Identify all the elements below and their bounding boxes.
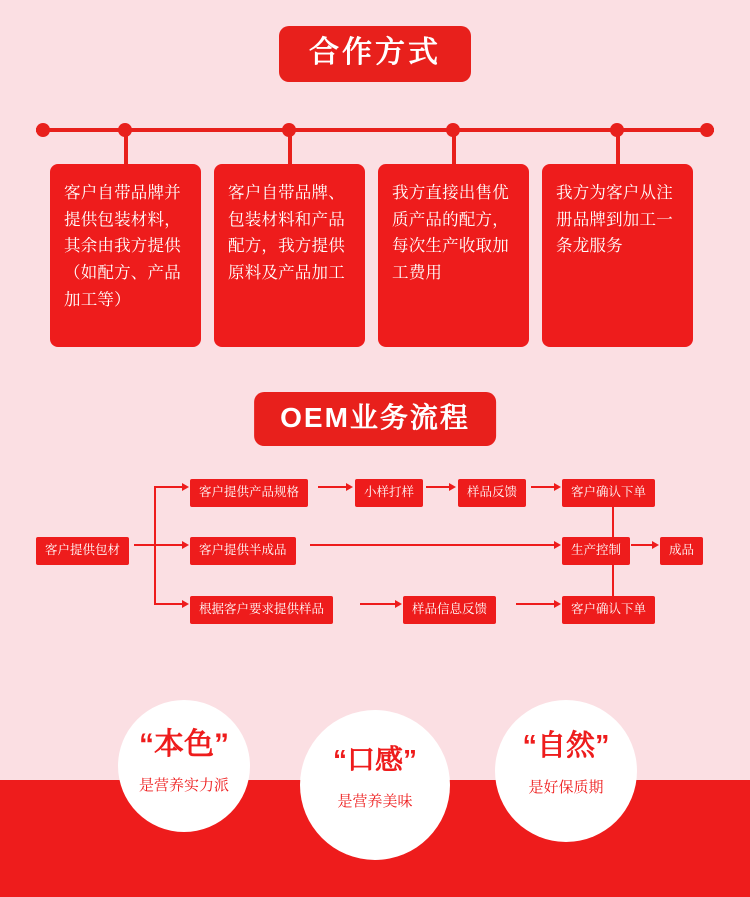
flow-line xyxy=(612,560,614,596)
slogan-subtitle: 是营养美味 xyxy=(337,793,413,810)
flow-arrow xyxy=(554,600,561,608)
card-stem xyxy=(616,128,620,164)
flow-arrow xyxy=(554,483,561,491)
flow-arrow xyxy=(652,541,659,549)
cooperation-card: 客户自带品牌并提供包装材料，其余由我方提供（如配方、产品加工等） xyxy=(50,164,201,347)
cooperation-section xyxy=(0,0,750,380)
flow-arrow xyxy=(554,541,561,549)
process-flowchart xyxy=(0,468,750,658)
rail-dot xyxy=(700,123,714,137)
cooperation-card: 我方直接出售优质产品的配方，每次生产收取加工费用 xyxy=(378,164,529,347)
flow-node-row2-1: 客户提供半成品 xyxy=(190,537,296,565)
slogan-circle-2 xyxy=(300,710,450,860)
rail-dot xyxy=(36,123,50,137)
flow-node-row3-2: 样品信息反馈 xyxy=(403,596,496,624)
flow-arrow xyxy=(182,600,189,608)
flow-arrow xyxy=(449,483,456,491)
slogan-title: “自然” xyxy=(522,730,610,762)
flow-node-row3-3: 客户确认下单 xyxy=(562,596,655,624)
slogan-circle-3 xyxy=(495,700,637,842)
flow-node-row2-3: 成品 xyxy=(660,537,703,565)
timeline-rail xyxy=(36,128,714,132)
section-title-oem: OEM业务流程 xyxy=(254,392,496,446)
flow-arrow xyxy=(182,541,189,549)
flow-arrow xyxy=(182,483,189,491)
flow-arrow xyxy=(346,483,353,491)
flow-node-start: 客户提供包材 xyxy=(36,537,129,565)
slogan-circle-1 xyxy=(118,700,250,832)
flow-line xyxy=(631,544,653,546)
card-stem xyxy=(452,128,456,164)
flow-node-row1-1: 客户提供产品规格 xyxy=(190,479,308,507)
cooperation-card: 客户自带品牌、包装材料和产品配方，我方提供原料及产品加工 xyxy=(214,164,365,347)
card-stem xyxy=(124,128,128,164)
flow-line xyxy=(516,603,555,605)
flow-line xyxy=(426,486,450,488)
cooperation-card-list xyxy=(50,164,700,347)
slogan-title: “口感” xyxy=(332,744,417,775)
flow-line xyxy=(134,544,156,546)
oem-process-section xyxy=(0,380,750,675)
card-stem xyxy=(288,128,292,164)
flow-line xyxy=(612,500,614,537)
slogan-title: “本色” xyxy=(139,728,229,761)
flow-line xyxy=(318,486,347,488)
flow-node-row2-2: 生产控制 xyxy=(562,537,630,565)
flow-line xyxy=(154,486,183,488)
flow-line xyxy=(310,544,555,546)
flow-node-row1-4: 客户确认下单 xyxy=(562,479,655,507)
flow-node-row3-1: 根据客户要求提供样品 xyxy=(190,596,333,624)
cooperation-card: 我方为客户从注册品牌到加工一条龙服务 xyxy=(542,164,693,347)
flow-node-row1-2: 小样打样 xyxy=(355,479,423,507)
slogan-subtitle: 是好保质期 xyxy=(528,779,604,796)
slogan-subtitle: 是营养实力派 xyxy=(138,777,229,794)
flow-line xyxy=(154,544,183,546)
flow-node-row1-3: 样品反馈 xyxy=(458,479,526,507)
section-title-cooperation: 合作方式 xyxy=(279,26,471,82)
flow-arrow xyxy=(395,600,402,608)
flow-line xyxy=(360,603,396,605)
flow-line xyxy=(531,486,555,488)
flow-line xyxy=(154,603,183,605)
